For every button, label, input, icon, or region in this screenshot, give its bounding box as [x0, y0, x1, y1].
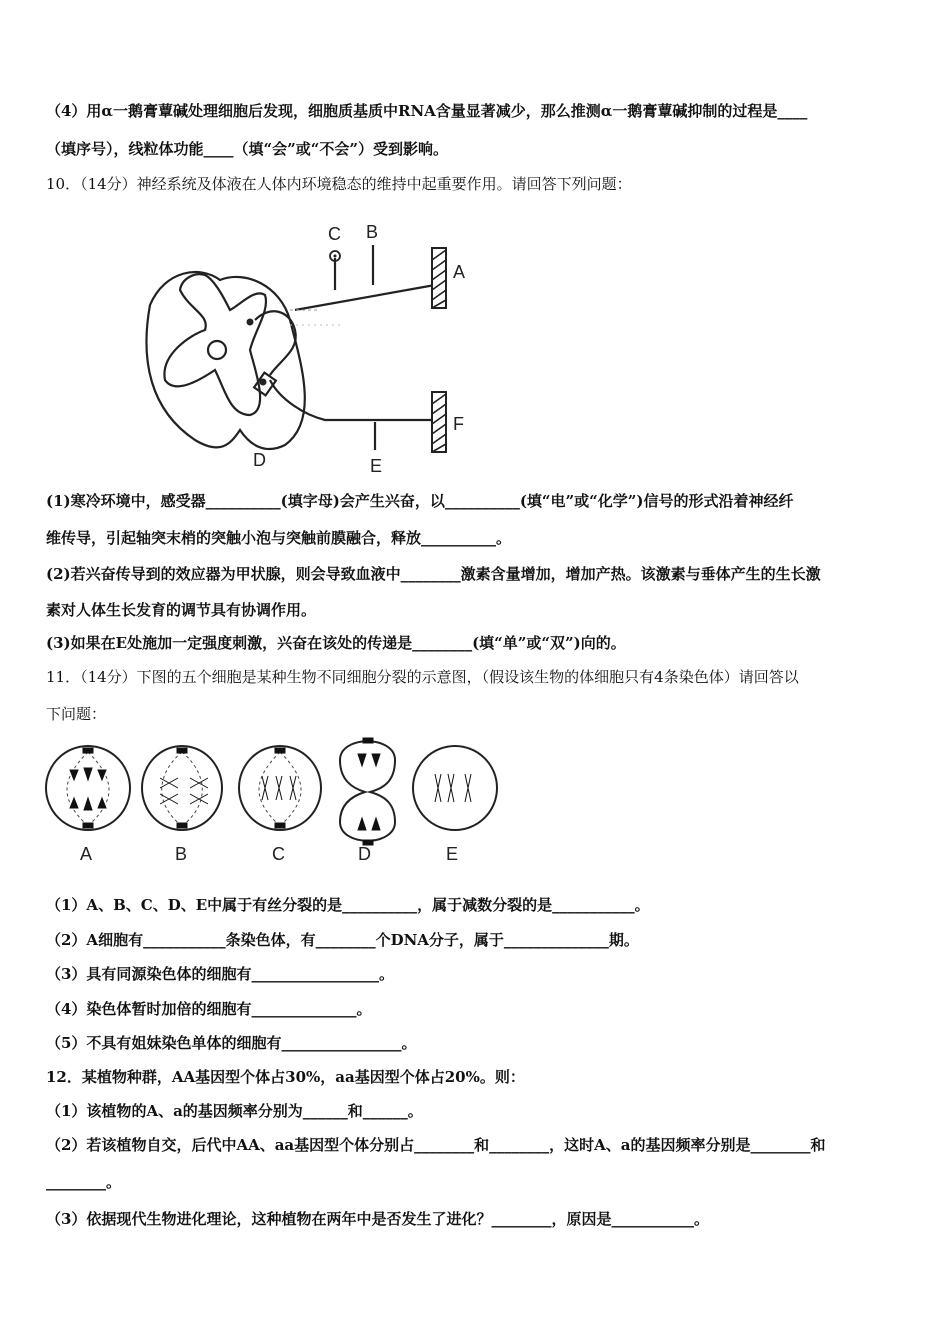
q11-4: （4）染色体暂时加倍的细胞有______________。 [46, 1000, 372, 1018]
reflex-arc-diagram [120, 210, 480, 480]
q12-2-line2: ________。 [46, 1173, 122, 1191]
cell-label-a: A [80, 844, 93, 864]
q10-1-line1: (1)寒冷环境中，感受器__________(填字母)会产生兴奋，以__________(填“电”或“化学”)信号的形式沿着神经纤 [46, 492, 794, 510]
label-c: C [328, 224, 341, 244]
cell-division-diagram [40, 730, 510, 870]
q10-2-line2: 素对人体生长发育的调节具有协调作用。 [46, 601, 317, 619]
effector-a-block [432, 248, 446, 308]
q9-4-line1: （4）用α一鹅膏蕈碱处理细胞后发现，细胞质基质中RNA含量显著减少，那么推测α一鹅膏蕈碱抑制的过程是____ [46, 102, 808, 120]
q10-2-line1: (2)若兴奋传导到的效应器为甲状腺，则会导致血液中________激素含量增加，增加产热。该激素与垂体产生的生长激 [46, 565, 821, 583]
q10-3: (3)如果在E处施加一定强度刺激，兴奋在该处的传递是________(填“单”或“双”)向的。 [46, 634, 626, 652]
q11-5: （5）不具有姐妹染色单体的细胞有________________。 [46, 1034, 417, 1052]
q11-1: （1）A、B、C、D、E中属于有丝分裂的是__________，属于减数分裂的是___________。 [46, 896, 650, 914]
label-f: F [453, 414, 464, 434]
cell-label-b: B [175, 844, 188, 864]
cell-label-d: D [358, 844, 371, 864]
q12-2-line1: （2）若该植物自交，后代中AA、aa基因型个体分别占________和________，这时A、a的基因频率分别是________和 [46, 1136, 826, 1154]
label-d: D [253, 450, 266, 470]
q12-header: 12．某植物种群，AA基因型个体占30%，aa基因型个体占20%。则： [46, 1068, 525, 1086]
cell-label-c: C [272, 844, 285, 864]
q9-4-line2: （填序号），线粒体功能____（填“会”或“不会”）受到影响。 [46, 140, 449, 158]
label-e: E [370, 456, 383, 476]
label-a: A [453, 262, 466, 282]
q12-1: （1）该植物的A、a的基因频率分别为______和______。 [46, 1102, 423, 1120]
q10-header: 10．（14分）神经系统及体液在人体内环境稳态的维持中起重要作用。请回答下列问题： [46, 175, 632, 193]
effector-f-block [432, 392, 446, 452]
q12-3: （3）依据现代生物进化理论，这种植物在两年中是否发生了进化？________，原因是___________。 [46, 1210, 709, 1228]
q11-header-line2: 下问题： [46, 705, 107, 723]
cell-label-e: E [446, 844, 459, 864]
q10-1-line2: 维传导，引起轴突末梢的突触小泡与突触前膜融合，释放__________。 [46, 529, 512, 547]
q11-header-line1: 11．（14分）下图的五个细胞是某种生物不同细胞分裂的示意图，（假设该生物的体细胞只有4条染色体）请回答以 [46, 668, 799, 686]
q11-2: （2）A细胞有___________条染色体，有________个DNA分子，属于______________期。 [46, 931, 639, 949]
label-b: B [366, 222, 379, 242]
q11-3: （3）具有同源染色体的细胞有_________________。 [46, 965, 394, 983]
